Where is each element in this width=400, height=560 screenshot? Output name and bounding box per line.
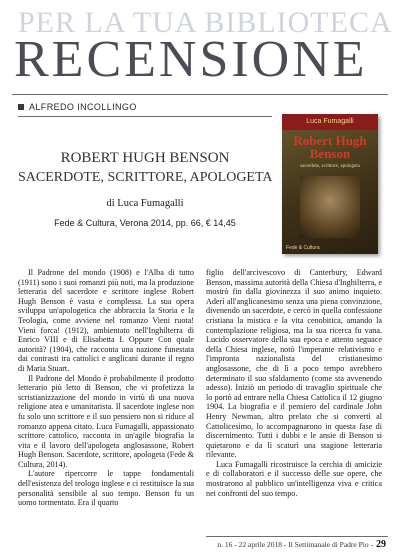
page-number: 29 [376,539,386,550]
cover-author: Luca Fumagalli [282,114,378,130]
article-author [18,102,137,112]
book-publisher: Fede & Cultura, Verona 2014, pp. 66, € 14,45 [54,218,236,228]
paragraph: Luca Fumagalli ricostruisce la cerchia di amicizie e di collaboratori e il successo delle sue opere, che mostrarono al pubblico un'intelligenza viva e critica nei confronti del suo tempo. [206,459,382,498]
cover-publisher: Fede & Cultura [286,245,320,251]
section-title: RECENSIONE [14,31,368,88]
body-column-left [18,268,194,508]
issue-info: n. 16 - 22 aprile 2018 - Il Settimanale di Padre Pio - [217,540,373,549]
author-rule [18,116,272,117]
cover-title-line1: Robert Hugh [293,133,367,148]
top-rule [12,94,388,95]
paragraph: figlio dell'arcivescovo di Canterbury, Edward Benson, massima autorità della Chiesa d'Inghilterra, e mostrò fin dalla giovinezza il suo animo inquieto. Aderì all'anglicanesimo senza una piena convinzione, divenendo un sacerdote, e cercò in quella confessione cristiana la mistica e la vita cenobitica, amando la contemplazione religiosa, ma la sua ricerca fu vana. Lucido osservatore della sua epoca e attento seguace della Chiesa inglese, notò l'imperante relativismo e l'impronta nazionalista del cristianesimo anglosassone, che di lì a poco tempo avrebbero determinato il suo sfaldamento (come sta avvenendo adesso). Iniziò un periodo di travaglio spirituale che lo portò ad entrare nella Chiesa Cattolica il 12 giugno 1904. La biografia e il pensiero del cardinale John Henry Newman, altro prelato che si convertì al Cattolicesimo, lo accompagnarono in questa fase di discernimento. Tutti i dubbi e le ansie di Benson si quietarono e da lì scaturì una stagione letteraria rilevante. [206,268,382,460]
section-kicker: PER LA TUA BIBLIOTECA [18,6,393,39]
author-name: ALFREDO INCOLLINGO [29,102,137,112]
footer-rule [206,536,388,537]
body-column-right [206,268,382,498]
book-title: ROBERT HUGH BENSON [60,150,230,166]
cover-title [286,134,374,160]
book-cover-image [282,114,378,254]
bullet-square-icon [18,104,24,110]
masthead-banner [0,0,400,92]
cover-title-line2: Benson [309,146,351,161]
cover-subtitle: sacerdote, scrittore, apologeta [300,164,360,169]
cover-portrait [300,176,360,238]
paragraph: L'autore ripercorre le tappe fondamentali dell'esistenza del teologo inglese e ci restituisce la sua personalità sensibile al suo tempo. Benson fu un uomo tormentato. Era il quarto [18,469,194,508]
page-footer [217,539,386,550]
paragraph: Il Padrone del mondo (1908) e l'Alba di tutto (1911) sono i suoi romanzi più noti, ma la produzione letteraria del sacerdote e scrittore inglese Robert Hugh Benson è vasta e complessa. La sua opera sviluppa un'apologetica che abbraccia la Storia e la Teologia, come avviene nel romanzo Vieni ruota! Vieni forca! (1912), ambientato nell'Inghilterra di Enrico VIII e di Elisabetta I. Oppure Con quale autorità? (1904), che racconta una nazione funestata dai contrasti tra cattolici e anglicani durante il regno di Maria Stuart. [18,268,194,373]
book-author: di Luca Fumagalli [106,198,184,209]
paragraph: Il Padrone del Mondo è probabilmente il prodotto letterario più letto di Benson, che vi profetizza la scristianizzazione del mondo in virtù di una nuova religione atea e umanitarista. Il sacerdote inglese non fu solo uno scrittore e il suo pensiero non si riduce al romanzo appena citato. Luca Fumagalli, appassionato scrittore cattolico, racconta in un'agile biografia la vita e il lavoro dell'apologeta anglosassone, Robert Hugh Benson. Sacerdote, scrittore, apologeta (Fede & Cultura, 2014). [18,373,194,469]
book-subtitle: SACERDOTE, SCRITTORE, APOLOGETA [18,170,273,185]
